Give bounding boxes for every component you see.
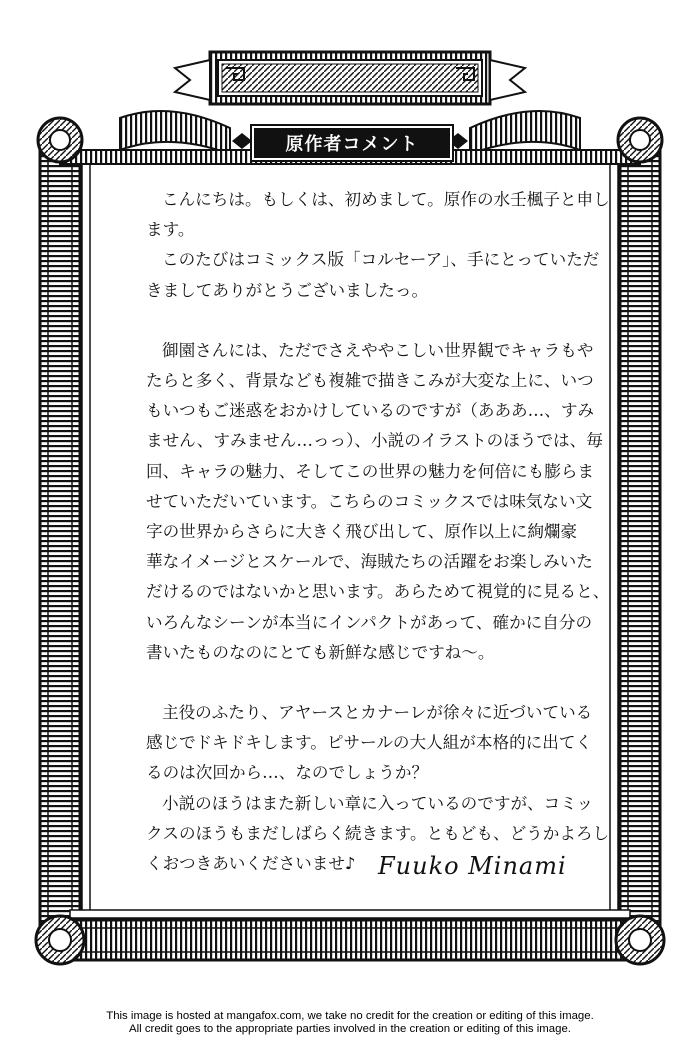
paragraph-2 xyxy=(146,336,610,668)
text-line: せていただいています。こちらのコミックスでは味気ない文 xyxy=(146,491,593,511)
credit-line: This image is hosted at mangafox.com, we take no credit for the creation or editing of this image. xyxy=(106,1010,594,1022)
text-line: 御園さんには、ただでさえややこしい世界観でキャラもや xyxy=(162,340,594,360)
text-line: 書いたものなのにとても新鮮な感じですね～。 xyxy=(146,642,495,662)
text-line: もいつもご迷惑をおかけしているのですが（あああ…、すみ xyxy=(146,401,595,421)
text-line: 回、キャラの魅力、そしてこの世界の魅力を何倍にも膨らま xyxy=(146,461,595,481)
page-title: 原作者コメント xyxy=(250,124,454,162)
text-line: このたびはコミックス版「コルセーア」、手にとっていただ xyxy=(162,250,600,270)
right-border xyxy=(610,150,660,940)
paragraph-1 xyxy=(146,185,610,306)
bottom-border xyxy=(60,910,640,960)
text-line: きましてありがとうございましたっ。 xyxy=(146,280,429,300)
text-line: たらと多く、背景なども複雑で描きこみが大変な上に、いつ xyxy=(146,371,594,391)
text-line: ません、すみません…っっ）、小説のイラストのほうでは、毎 xyxy=(146,431,603,451)
text-line: いろんなシーンが本当にインパクトがあって、確かに自分の xyxy=(146,612,593,632)
text-line: くおつきあいくださいませ♪ xyxy=(146,854,356,874)
text-line: クスのほうもまだしばらく続きます。ともども、どうかよろし xyxy=(146,823,610,843)
text-line: 字の世界からさらに大きく飛び出して、原作以上に絢爛豪 xyxy=(146,522,578,542)
left-border xyxy=(40,150,90,940)
credit-line: All credit goes to the appropriate parties involved in the creation or editing of this image. xyxy=(129,1023,571,1035)
text-line: 小説のほうはまた新しい章に入っているのですが、コミッ xyxy=(162,793,594,813)
text-line: 主役のふたり、アヤースとカナーレが徐々に近づいている xyxy=(162,703,593,723)
text-line: だけるのではないかと思います。あらためて視覚的に見ると、 xyxy=(146,582,610,602)
top-banner-scroll xyxy=(175,52,525,104)
text-line: 感じでドキドキします。ピサールの大人組が本格的に出てく xyxy=(146,733,593,753)
text-line: ます。 xyxy=(146,220,195,240)
text-line: るのは次回から…、なのでしょうか？ xyxy=(146,763,429,783)
author-signature: Fuuko Minami xyxy=(378,852,567,880)
text-line: 華なイメージとスケールで、海賊たちの活躍をお楽しみいた xyxy=(146,552,593,572)
hosting-credit xyxy=(0,1010,700,1036)
comment-body xyxy=(146,185,610,909)
text-line: こんにちは。もしくは、初めまして。原作の水壬楓子と申し xyxy=(162,190,610,209)
